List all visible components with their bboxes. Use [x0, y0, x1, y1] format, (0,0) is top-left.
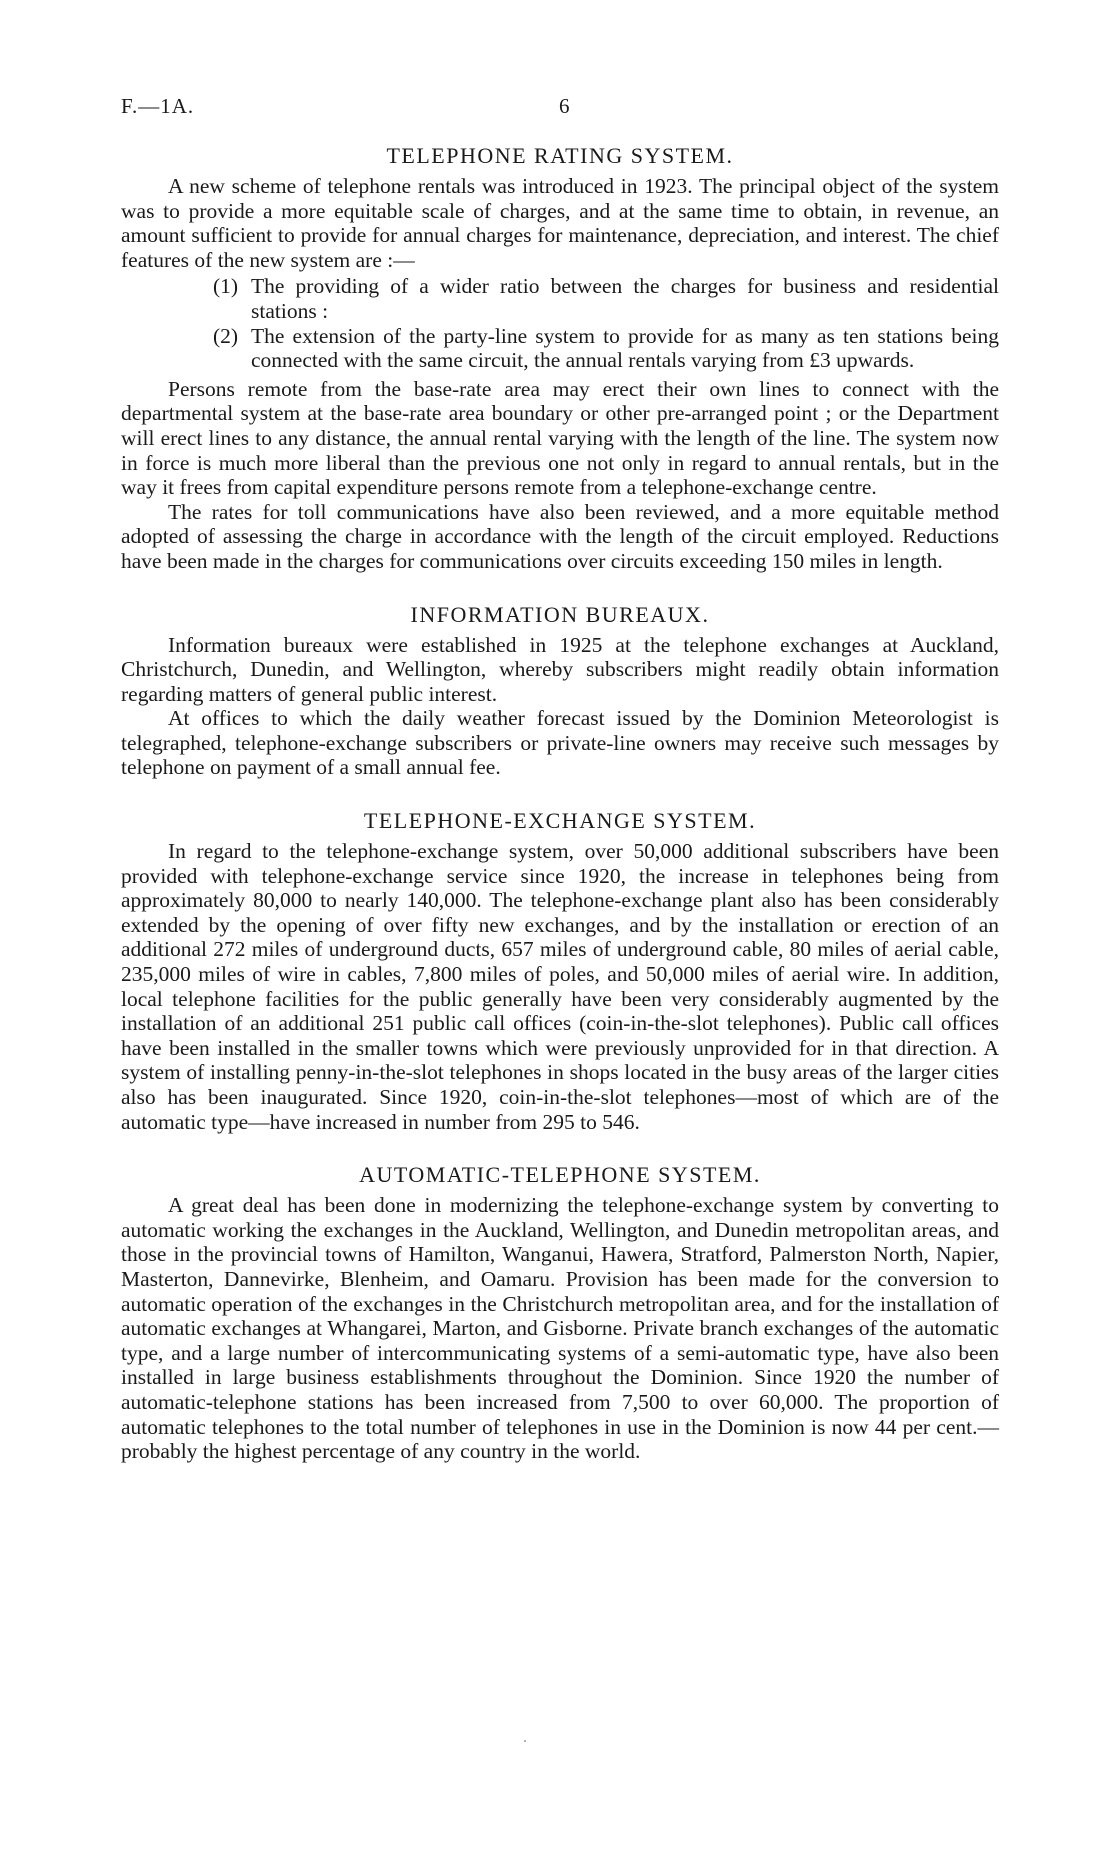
list-item-text: The providing of a wider ratio between the charges for business and residential stations :	[251, 274, 999, 323]
paragraph: The rates for toll communications have also been reviewed, and a more equitable method adopted of assessing the charge in accordance with the length of the circuit employed. Reductions have been made in the charges for communications over circuits exceeding 150 miles in length.	[121, 499, 999, 573]
document-reference: F.—1A.	[121, 94, 195, 118]
page-mark	[524, 1740, 526, 1742]
list-item	[213, 274, 999, 323]
section-heading: TELEPHONE-EXCHANGE SYSTEM.	[363, 808, 757, 834]
page-number: 6	[559, 94, 570, 118]
section-heading: AUTOMATIC-TELEPHONE SYSTEM.	[359, 1162, 761, 1188]
paragraph: A new scheme of telephone rentals was introduced in 1923. The principal object of the system was to provide a more equitable scale of charges, and at the same time to obtain, in revenue, an amount sufficient to provide for annual charges for maintenance, depreciation, and interest. The chief features of the new system are :—	[121, 174, 999, 272]
features-list	[121, 274, 999, 372]
section-heading: INFORMATION BUREAUX.	[410, 601, 710, 627]
section-automatic-telephone-system	[121, 1162, 999, 1464]
document-body	[121, 143, 999, 1464]
section-telephone-exchange-system	[121, 808, 999, 1134]
list-item	[213, 324, 999, 373]
list-item-number: (1)	[213, 274, 239, 299]
paragraph: In regard to the telephone-exchange system, over 50,000 additional subscribers have been provided with telephone-exchange service since 1920, the increase in telephones being from approximately 80,000 to nearly 140,000. The telephone-exchange plant also has been considerably extended by the opening of over fifty new exchanges, and by the installation or erection of an additional 272 miles of underground ducts, 657 miles of underground cable, 80 miles of aerial cable, 235,000 miles of wire in cables, 7,800 miles of poles, and 50,000 miles of aerial wire. In addition, local telephone facilities for the public generally have been very considerably augmented by the installation of an additional 251 public call offices (coin-in-the-slot telephones). Public call offices have been installed in the smaller towns which were previously unprovided for in that direction. A system of installing penny-in-the-slot telephones in shops located in the busy areas of the larger cities also has been inaugurated. Since 1920, coin-in-the-slot telephones—most of which are of the automatic type—have increased in number from 295 to 546.	[121, 839, 999, 1134]
section-telephone-rating-system	[121, 143, 999, 574]
list-item-number: (2)	[213, 323, 239, 348]
paragraph: Persons remote from the base-rate area may erect their own lines to connect with the departmental system at the base-rate area boundary or other pre-arranged point ; or the Department will erect lines to any distance, the annual rental varying with the length of the line. The system now in force is much more liberal than the previous one not only in regard to annual rentals, but in the way it frees from capital expenditure persons remote from a telephone-exchange centre.	[121, 376, 999, 500]
paragraph: At offices to which the daily weather forecast issued by the Dominion Meteorologist is telegraphed, telephone-exchange subscribers or private-line owners may receive such messages by telephone on payment of a small annual fee.	[121, 706, 999, 780]
section-heading: TELEPHONE RATING SYSTEM.	[386, 143, 734, 168]
page-header	[121, 94, 991, 124]
paragraph: Information bureaux were established in 1925 at the telephone exchanges at Auckland, Christchurch, Dunedin, and Wellington, whereby subscribers might readily obtain information regarding matters of general public interest.	[121, 632, 999, 706]
section-information-bureaux	[121, 602, 999, 781]
list-item-text: The extension of the party-line system to provide for as many as ten stations being connected with the same circuit, the annual rentals varying from £3 upwards.	[251, 323, 999, 373]
paragraph: A great deal has been done in modernizing the telephone-exchange system by converting to automatic working the exchanges in the Auckland, Wellington, and Dunedin metropolitan areas, and those in the provincial towns of Hamilton, Wanganui, Hawera, Stratford, Palmerston North, Napier, Masterton, Dannevirke, Blenheim, and Oamaru. Provision has been made for the conversion to automatic operation of the exchanges in the Christchurch metropolitan area, and for the installation of automatic exchanges at Whangarei, Marton, and Gisborne. Private branch exchanges of the automatic type, and a large number of intercommunicating systems of a semi-automatic type, have also been installed in large business establishments throughout the Dominion. Since 1920 the number of automatic-telephone stations has been increased from 7,500 to over 60,000. The proportion of automatic telephones to the total number of telephones in use in the Dominion is now 44 per cent.—probably the highest percentage of any country in the world.	[121, 1193, 999, 1464]
